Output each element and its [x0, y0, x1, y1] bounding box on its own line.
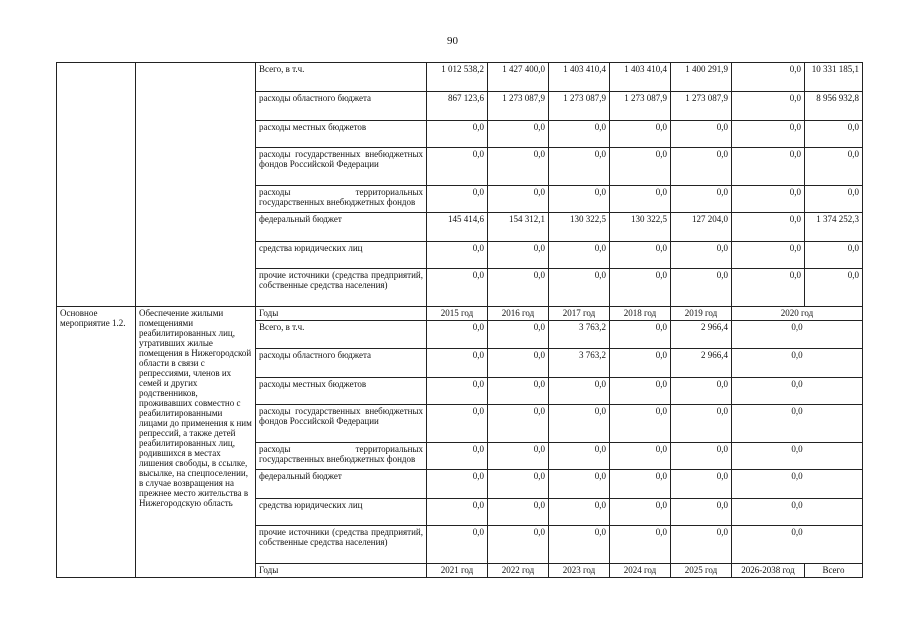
funding-source-label: федеральный бюджет — [256, 213, 427, 242]
year-header: 2019 год — [671, 307, 732, 321]
funding-source-label: расходы местных бюджетов — [256, 378, 427, 405]
amount-cell: 0,0 — [549, 378, 610, 405]
amount-cell: 0,0 — [671, 242, 732, 269]
funding-source-label: средства юридических лиц — [256, 242, 427, 269]
amount-cell: 0,0 — [549, 186, 610, 213]
amount-cell: 2 966,4 — [671, 349, 732, 378]
amount-cell: 3 763,2 — [549, 321, 610, 349]
funding-source-label: Всего, в т.ч. — [256, 321, 427, 349]
amount-cell: 0,0 — [427, 148, 488, 186]
amount-cell: 0,0 — [488, 186, 549, 213]
amount-cell: 867 123,6 — [427, 92, 488, 121]
amount-cell: 0,0 — [671, 443, 732, 470]
amount-cell: 0,0 — [549, 443, 610, 470]
amount-cell: 0,0 — [488, 405, 549, 443]
amount-cell: 0,0 — [610, 470, 671, 499]
amount-cell: 0,0 — [671, 121, 732, 148]
year-header: 2020 год — [732, 307, 863, 321]
amount-cell: 0,0 — [427, 186, 488, 213]
amount-cell: 0,0 — [732, 349, 863, 378]
amount-cell: 1 400 291,9 — [671, 63, 732, 92]
amount-cell: 0,0 — [610, 121, 671, 148]
amount-cell: 0,0 — [732, 269, 805, 307]
year-header: 2021 год — [427, 564, 488, 578]
year-header: 2016 год — [488, 307, 549, 321]
amount-cell: 1 273 087,9 — [610, 92, 671, 121]
amount-cell: 0,0 — [610, 349, 671, 378]
amount-cell: 1 403 410,4 — [610, 63, 671, 92]
amount-cell: 8 956 932,8 — [805, 92, 863, 121]
amount-cell: 0,0 — [610, 443, 671, 470]
amount-cell: 127 204,0 — [671, 213, 732, 242]
amount-cell: 0,0 — [805, 269, 863, 307]
amount-cell: 145 414,6 — [427, 213, 488, 242]
amount-cell: 0,0 — [427, 499, 488, 526]
funding-source-label: расходы областного бюджета — [256, 349, 427, 378]
funding-source-label: расходы местных бюджетов — [256, 121, 427, 148]
amount-cell: 0,0 — [427, 526, 488, 564]
years-header-row — [57, 307, 863, 321]
event-number: Основное мероприятие 1.2. — [57, 307, 136, 578]
amount-cell: 0,0 — [732, 213, 805, 242]
amount-cell: 0,0 — [427, 321, 488, 349]
block2-body — [57, 307, 863, 578]
year-header: 2023 год — [549, 564, 610, 578]
amount-cell: 0,0 — [488, 443, 549, 470]
amount-cell: 0,0 — [732, 121, 805, 148]
amount-cell: 0,0 — [671, 526, 732, 564]
amount-cell: 0,0 — [549, 148, 610, 186]
amount-cell: 0,0 — [549, 242, 610, 269]
amount-cell: 0,0 — [671, 186, 732, 213]
amount-cell: 0,0 — [488, 499, 549, 526]
block1-description-cell — [136, 63, 256, 307]
amount-cell: 0,0 — [610, 499, 671, 526]
amount-cell: 0,0 — [732, 92, 805, 121]
block1-event-cell — [57, 63, 136, 307]
amount-cell: 154 312,1 — [488, 213, 549, 242]
amount-cell: 0,0 — [732, 148, 805, 186]
amount-cell: 0,0 — [610, 269, 671, 307]
block1-body — [57, 63, 863, 307]
amount-cell: 0,0 — [732, 378, 863, 405]
amount-cell: 1 403 410,4 — [549, 63, 610, 92]
amount-cell: 2 966,4 — [671, 321, 732, 349]
year-header: 2025 год — [671, 564, 732, 578]
amount-cell: 0,0 — [549, 470, 610, 499]
program-funding-table — [56, 62, 863, 578]
amount-cell: 0,0 — [488, 470, 549, 499]
amount-cell: 0,0 — [610, 405, 671, 443]
year-header: 2017 год — [549, 307, 610, 321]
funding-source-label: Всего, в т.ч. — [256, 63, 427, 92]
amount-cell: 0,0 — [732, 526, 863, 564]
amount-cell: 0,0 — [610, 526, 671, 564]
amount-cell: 0,0 — [488, 242, 549, 269]
amount-cell: 0,0 — [549, 405, 610, 443]
amount-cell: 1 012 538,2 — [427, 63, 488, 92]
amount-cell: 0,0 — [427, 349, 488, 378]
amount-cell: 130 322,5 — [610, 213, 671, 242]
amount-cell: 0,0 — [427, 121, 488, 148]
amount-cell: 0,0 — [427, 269, 488, 307]
year-header: 2015 год — [427, 307, 488, 321]
amount-cell: 0,0 — [427, 242, 488, 269]
amount-cell: 0,0 — [488, 121, 549, 148]
funding-source-label: прочие источники (средства предприятий, собственные средства населения) — [256, 526, 427, 564]
amount-cell: 3 763,2 — [549, 349, 610, 378]
funding-source-label: федеральный бюджет — [256, 470, 427, 499]
amount-cell: 0,0 — [427, 443, 488, 470]
amount-cell: 0,0 — [427, 405, 488, 443]
amount-cell: 0,0 — [805, 121, 863, 148]
amount-cell: 0,0 — [732, 405, 863, 443]
amount-cell: 0,0 — [488, 378, 549, 405]
amount-cell: 0,0 — [732, 321, 863, 349]
amount-cell: 0,0 — [488, 321, 549, 349]
funding-source-label: расходы территориальных государственных внебюджетных фондов — [256, 186, 427, 213]
year-header: 2024 год — [610, 564, 671, 578]
amount-cell: 0,0 — [488, 526, 549, 564]
amount-cell: 0,0 — [549, 526, 610, 564]
amount-cell: 0,0 — [732, 242, 805, 269]
amount-cell: 1 273 087,9 — [671, 92, 732, 121]
years-label: Годы — [256, 564, 427, 578]
amount-cell: 1 273 087,9 — [488, 92, 549, 121]
amount-cell: 0,0 — [671, 269, 732, 307]
amount-cell: 0,0 — [488, 269, 549, 307]
amount-cell: 0,0 — [549, 499, 610, 526]
amount-cell: 0,0 — [732, 443, 863, 470]
amount-cell: 0,0 — [732, 499, 863, 526]
amount-cell: 130 322,5 — [549, 213, 610, 242]
amount-cell: 0,0 — [610, 242, 671, 269]
amount-cell: 0,0 — [805, 148, 863, 186]
amount-cell: 0,0 — [805, 242, 863, 269]
amount-cell: 0,0 — [671, 499, 732, 526]
amount-cell: 0,0 — [427, 378, 488, 405]
amount-cell: 0,0 — [610, 321, 671, 349]
funding-source-label: прочие источники (средства предприятий, собственные средства населения) — [256, 269, 427, 307]
amount-cell: 0,0 — [732, 63, 805, 92]
funding-source-label: расходы областного бюджета — [256, 92, 427, 121]
amount-cell: 0,0 — [610, 186, 671, 213]
year-header: 2022 год — [488, 564, 549, 578]
amount-cell: 0,0 — [671, 405, 732, 443]
amount-cell: 1 273 087,9 — [549, 92, 610, 121]
amount-cell: 10 331 185,1 — [805, 63, 863, 92]
table-row — [57, 63, 863, 92]
amount-cell: 0,0 — [671, 378, 732, 405]
amount-cell: 1 374 252,3 — [805, 213, 863, 242]
amount-cell: 1 427 400,0 — [488, 63, 549, 92]
amount-cell: 0,0 — [732, 186, 805, 213]
amount-cell: 0,0 — [427, 470, 488, 499]
amount-cell: 0,0 — [671, 148, 732, 186]
event-description: Обеспечение жилыми помещениями реабилитированных лиц, утративших жилые помещения в Нижегородской области в связи с репрессиями, членов их семей и других родственников, проживавших совместно с реабилитированными лицами до применения к ним репрессий, а также детей реабилитированных лиц, родившихся в местах лишения свободы, в ссылке, высылке, на спецпоселении, в случае возвращения на прежнее место жительства в Нижегородскую область — [136, 307, 256, 578]
funding-source-label: расходы государственных внебюджетных фондов Российской Федерации — [256, 405, 427, 443]
amount-cell: 0,0 — [610, 378, 671, 405]
page-number: 90 — [447, 35, 458, 47]
amount-cell: 0,0 — [610, 148, 671, 186]
funding-source-label: расходы государственных внебюджетных фондов Российской Федерации — [256, 148, 427, 186]
year-header: 2018 год — [610, 307, 671, 321]
years-label: Годы — [256, 307, 427, 321]
amount-cell: 0,0 — [549, 269, 610, 307]
funding-source-label: расходы территориальных государственных внебюджетных фондов — [256, 443, 427, 470]
amount-cell: 0,0 — [488, 148, 549, 186]
year-header: 2026-2038 год — [732, 564, 805, 578]
amount-cell: 0,0 — [549, 121, 610, 148]
amount-cell: 0,0 — [732, 470, 863, 499]
year-header: Всего — [805, 564, 863, 578]
amount-cell: 0,0 — [671, 470, 732, 499]
amount-cell: 0,0 — [488, 349, 549, 378]
funding-source-label: средства юридических лиц — [256, 499, 427, 526]
amount-cell: 0,0 — [805, 186, 863, 213]
